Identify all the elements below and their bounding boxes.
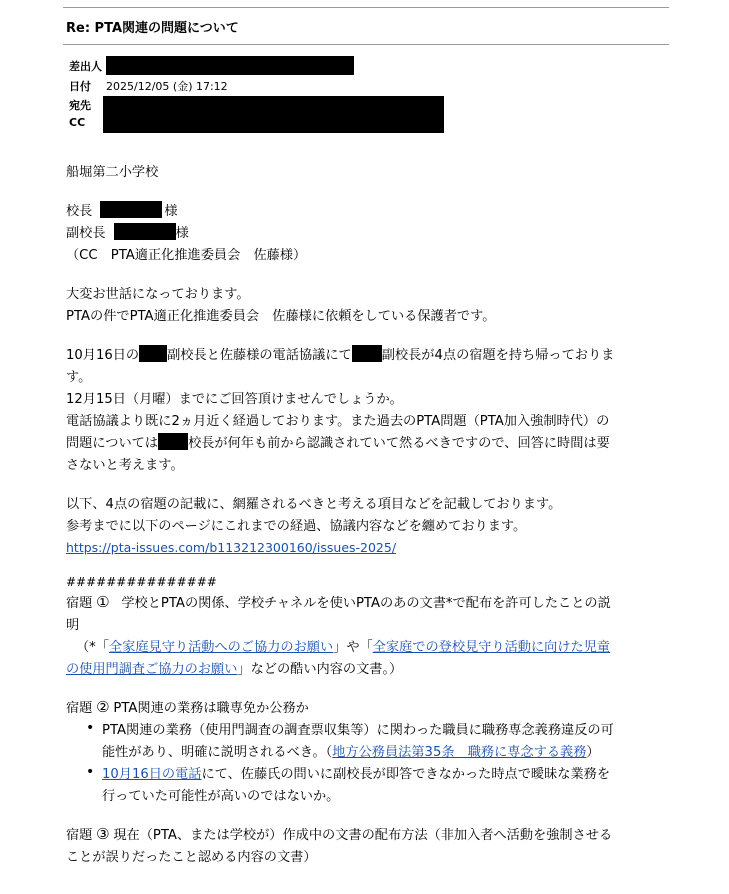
homework-3-line1: 宿題 ③ 現在（PTA、または学校が）作成中の文書の配布方法（非加入者へ活動を強制させる [66,825,613,843]
para1-line2: す。 [66,370,92,385]
doc-link-watch-activity[interactable]: 全家庭見守り活動へのご協力のお願い [108,640,334,655]
para3-line3: さないと考えます。 [66,458,184,473]
homework-2-bullet1-line2: 能性があり、明確に説明されるべき。（地方公務員法第35条 職務に専念する義務） [102,745,600,760]
para3-line2: 問題については 校長が何年も前から認識されていて然るべきですので、回答に時間は要 [66,433,610,455]
date-value: 2025/12/05 (金) 17:12 [106,80,228,93]
redacted-name [352,345,382,362]
subject-divider [63,44,669,45]
date-label: 日付 [69,80,91,93]
bullet-dot: • [86,764,95,780]
homework-2-bullet1-line1: PTA関連の業務（使用門調査の調査票収集等）に関わった職員に職務専念義務違反の可 [102,723,614,738]
issues-page-link[interactable]: https://pta-issues.com/b113212300160/issues-2025/ [66,540,397,555]
homework-number-3: ③ [96,825,110,843]
redacted-vice-name [114,223,176,240]
redacted-principal-name [100,201,162,218]
law-article-link[interactable]: 地方公務員法第35条 職務に専念する義務 [332,745,587,760]
homework-2-bullet2-line1: 10月16日の電話にて、佐藤氏の問いに副校長が即答できなかった時点で曖昧な業務を [102,767,611,782]
homework-number-2: ② [96,698,110,716]
para3-line1: 電話協議より既に2ヵ月近く経過しております。また過去のPTA問題（PTA加入強制時代）の [66,414,610,429]
bullet-dot: • [86,720,95,736]
cc-label: CC [69,116,86,129]
para4-line1: 以下、4点の宿題の記載に、網羅されるべきと考える項目などを記載しております。 [66,497,562,512]
redacted-recipients [103,96,444,133]
para1-line1: 10月16日の 副校長と佐藤様の電話協議にて 副校長が4点の宿題を持ち帰っておりま [66,345,614,367]
homework-1-line3: （*「全家庭見守り活動へのご協力のお願い」や「全家庭での登校見守り活動に向けた児童 [76,640,611,655]
redacted-name [158,433,188,450]
doc-link-gate-survey-cont[interactable]: の使用門調査ご協力のお願い [66,662,238,677]
homework-1-line4: の使用門調査ご協力のお願い」などの酷い内容の文書。） [66,662,403,677]
homework-2-title: 宿題 ② PTA関連の業務は職専免か公務か [66,698,309,716]
homework-3-line2: ことが誤りだったこと認める内容の文書） [66,850,317,865]
from-label: 差出人 [69,60,102,73]
addressee-principal: 校長 様 [66,201,178,223]
to-label: 宛先 [69,99,91,112]
school-name: 船堀第二小学校 [66,165,159,180]
addressee-cc: （CC PTA適正化推進委員会 佐藤様） [66,248,307,263]
doc-link-gate-survey[interactable]: 全家庭での登校見守り活動に向けた児童 [372,640,611,655]
homework-1-line2: 明 [66,618,80,633]
homework-2-bullet2-line2: 行っていた可能性が高いのではないか。 [102,789,340,804]
top-divider [63,7,669,8]
email-subject: Re: PTA関連の問題について [66,21,239,36]
homework-number-1: ① [96,593,110,611]
para2: 12月15日（月曜）までにご回答頂けませんでしょうか。 [66,392,403,407]
section-divider-hashes: ############### [66,575,217,589]
redacted-name [139,345,167,362]
phone-call-link[interactable]: 10月16日の電話 [102,767,202,782]
addressee-vice-principal: 副校長 様 [66,223,189,245]
greeting-2: PTAの件でPTA適正化推進委員会 佐藤様に依頼をしている保護者です。 [66,309,496,324]
homework-1-line1: 宿題 ① 学校とPTAの関係、学校チャネルを使いPTAのあの文書*で配布を許可したことの説 [66,593,611,611]
redacted-from [106,56,354,75]
para4-line2: 参考までに以下のページにこれまでの経過、協議内容などを纏めております。 [66,519,527,534]
greeting-1: 大変お世話になっております。 [66,287,250,302]
